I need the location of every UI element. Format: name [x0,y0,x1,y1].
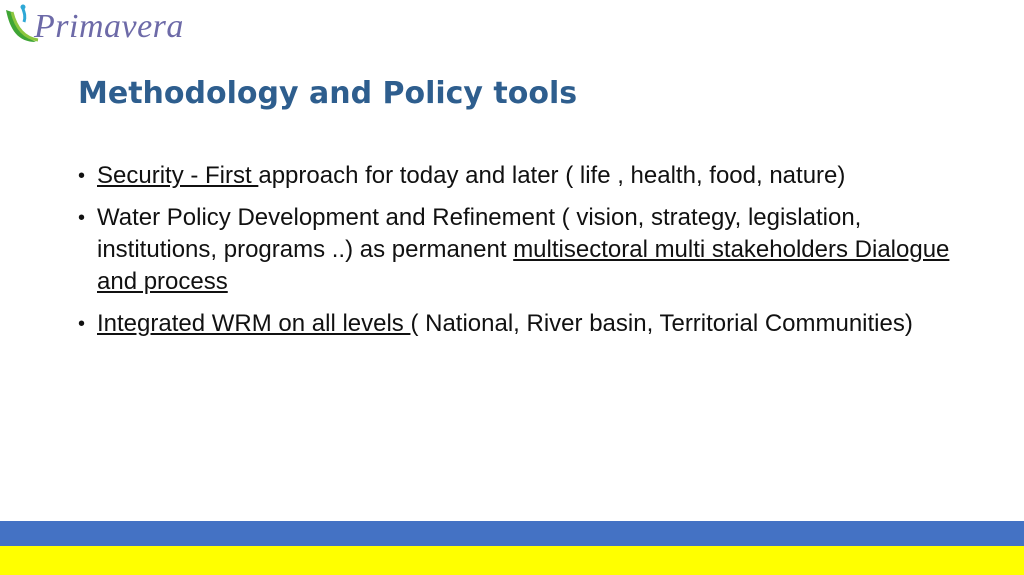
bullet-underlined-text: Integrated WRM on all levels [97,310,411,337]
page-title: Methodology and Policy tools [78,76,578,111]
bullet-text: Water Policy Development and Refinement ( vision, strategy, legislation, institutions, programs ..) as permanent [97,204,862,263]
bullet-underlined-text: multisectoral multi stakeholders Dialogue and process [97,236,950,295]
bullet-item-security [78,160,958,192]
logo-text: Primavera [34,8,184,45]
bullet-underlined-text: Security - First [97,162,259,189]
primavera-logo [2,2,184,46]
bullet-list [78,160,958,350]
bullet-item-water-policy [78,202,958,298]
footer-bar-blue [0,521,1024,546]
bullet-text: ( National, River basin, Territorial Communities) [410,310,913,337]
bullet-dot-icon: • [78,207,86,229]
footer-bar-yellow [0,546,1024,575]
bullet-text: approach for today and later ( life , health, food, nature) [258,162,846,189]
bullet-dot-icon: • [78,313,86,335]
bullet-item-integrated-wrm [78,308,958,340]
bullet-dot-icon: • [78,165,86,187]
